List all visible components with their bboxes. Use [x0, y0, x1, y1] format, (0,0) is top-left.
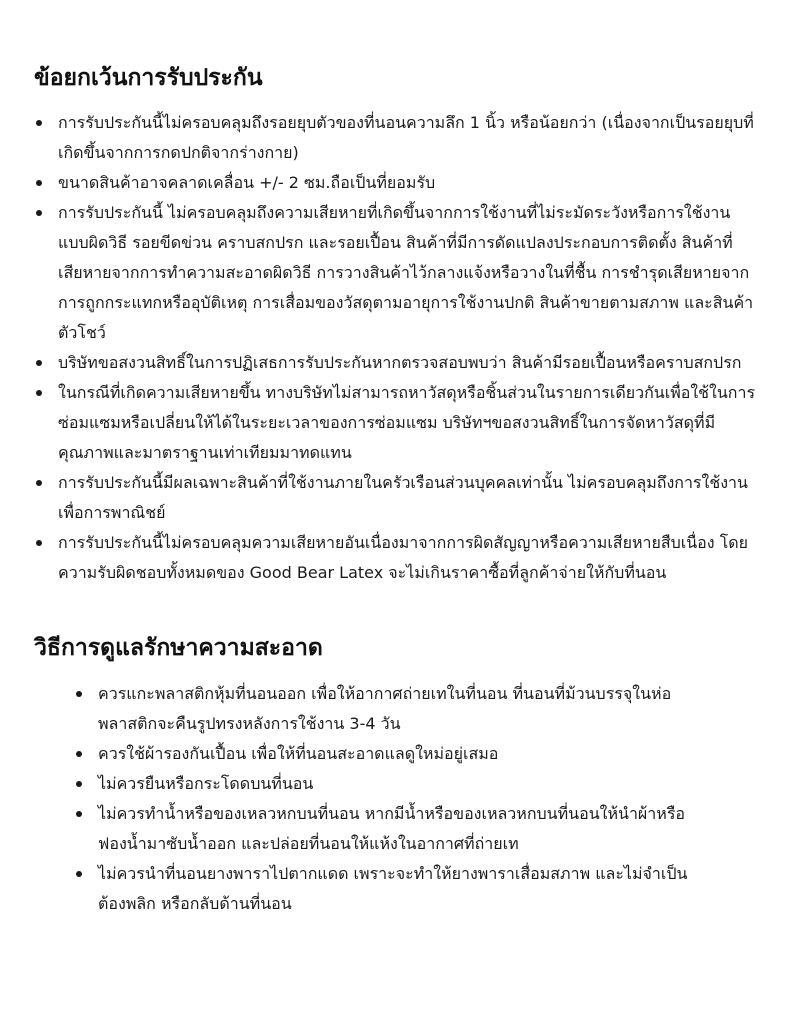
care-list	[34, 679, 760, 919]
care-text: ไม่ควรนำที่นอนยางพาราไปตากแดด เพราะจะทำให้ยางพาราเสื่อมสภาพ และไม่จำเป็นต้องพลิก หรือกลับด้านที่นอน	[98, 864, 688, 913]
care-item	[74, 799, 760, 859]
exclusion-text: การรับประกันนี้ไม่ครอบคลุมถึงรอยยุบตัวของที่นอนความลึก 1 นิ้ว หรือน้อยกว่า (เนื่องจากเป็นรอยยุบที่เกิดขึ้นจากการกดปกติจากร่างกาย)	[58, 113, 754, 162]
bullet-icon	[36, 180, 42, 186]
bullet-icon	[76, 871, 82, 877]
exclusion-text: ขนาดสินค้าอาจคลาดเคลื่อน +/- 2 ซม.ถือเป็นที่ยอมรับ	[58, 173, 436, 192]
care-item	[74, 739, 760, 769]
bullet-icon	[36, 360, 42, 366]
exclusion-item	[34, 108, 760, 168]
bullet-icon	[76, 751, 82, 757]
exclusion-item	[34, 528, 760, 588]
exclusion-item	[34, 198, 760, 348]
bullet-icon	[36, 120, 42, 126]
care-text: ควรแกะพลาสติกหุ้มที่นอนออก เพื่อให้อากาศถ่ายเทในที่นอน ที่นอนที่ม้วนบรรจุในห่อพลาสติกจะคืนรูปทรงหลังการใช้งาน 3-4 วัน	[98, 684, 672, 733]
bullet-icon	[76, 781, 82, 787]
care-section	[34, 632, 760, 919]
exclusion-item	[34, 378, 760, 468]
care-text: ไม่ควรยืนหรือกระโดดบนที่นอน	[98, 774, 314, 793]
care-item	[74, 769, 760, 799]
exclusion-text: การรับประกันนี้มีผลเฉพาะสินค้าที่ใช้งานภายในครัวเรือนส่วนบุคคลเท่านั้น ไม่ครอบคลุมถึงการใช้งานเพื่อการพาณิชย์	[58, 473, 748, 522]
bullet-icon	[36, 480, 42, 486]
exclusion-text: การรับประกันนี้ ไม่ครอบคลุมถึงความเสียหายที่เกิดขึ้นจากการใช้งานที่ไม่ระมัดระวังหรือการใช้งานแบบผิดวิธี รอยขีดข่วน คราบสกปรก และรอยเปื้อน สินค้าที่มีการดัดแปลงประกอบการติดตั้ง สินค้าที่เสียหายจากการทำความสะอาดผิดวิธี การวางสินค้าไว้กลางแจ้งหรือวางในที่ชื้น การชำรุดเสียหายจากการถูกกระแทกหรืออุบัติเหตุ การเสื่อมของวัสดุตามอายุการใช้งานปกติ สินค้าขายตามสภาพ และสินค้าตัวโชว์	[58, 203, 754, 342]
bullet-icon	[36, 540, 42, 546]
bullet-icon	[36, 390, 42, 396]
exclusions-section	[34, 0, 760, 588]
care-item	[74, 859, 760, 919]
exclusion-text: การรับประกันนี้ไม่ครอบคลุมความเสียหายอันเนื่องมาจากการผิดสัญญาหรือความเสียหายสืบเนื่อง โดยความรับผิดชอบทั้งหมดของ Good Bear Latex จะไม่เกินราคาซื้อที่ลูกค้าจ่ายให้กับที่นอน	[58, 533, 749, 582]
bullet-icon	[36, 210, 42, 216]
exclusion-item	[34, 348, 760, 378]
exclusions-heading: ข้อยกเว้นการรับประกัน	[34, 65, 263, 91]
care-text: ไม่ควรทำน้ำหรือของเหลวหกบนที่นอน หากมีน้ำหรือของเหลวหกบนที่นอนให้นำผ้าหรือฟองน้ำมาซับน้ำออก และปล่อยที่นอนให้แห้งในอากาศที่ถ่ายเท	[98, 804, 686, 853]
exclusions-list	[34, 108, 760, 588]
care-item	[74, 679, 760, 739]
care-text: ควรใช้ผ้ารองกันเปื้อน เพื่อให้ที่นอนสะอาดแลดูใหม่อยู่เสมอ	[98, 744, 499, 763]
care-heading: วิธีการดูแลรักษาความสะอาด	[34, 635, 323, 661]
exclusion-text: ในกรณีที่เกิดความเสียหายขึ้น ทางบริษัทไม่สามารถหาวัสดุหรือชิ้นส่วนในรายการเดียวกันเพื่อใช้ในการซ่อมแซมหรือเปลี่ยนให้ได้ในระยะเวลาของการซ่อมแซม บริษัทฯขอสงวนสิทธิ์ในการจัดหาวัสดุที่มีคุณภาพและมาตราฐานเท่าเทียมมาทดแทน	[58, 383, 756, 462]
exclusion-text: บริษัทขอสงวนสิทธิ์ในการปฏิเสธการรับประกันหากตรวจสอบพบว่า สินค้ามีรอยเปื้อนหรือคราบสกปรก	[58, 353, 742, 372]
exclusion-item	[34, 468, 760, 528]
exclusion-item	[34, 168, 760, 198]
bullet-icon	[76, 691, 82, 697]
bullet-icon	[76, 811, 82, 817]
